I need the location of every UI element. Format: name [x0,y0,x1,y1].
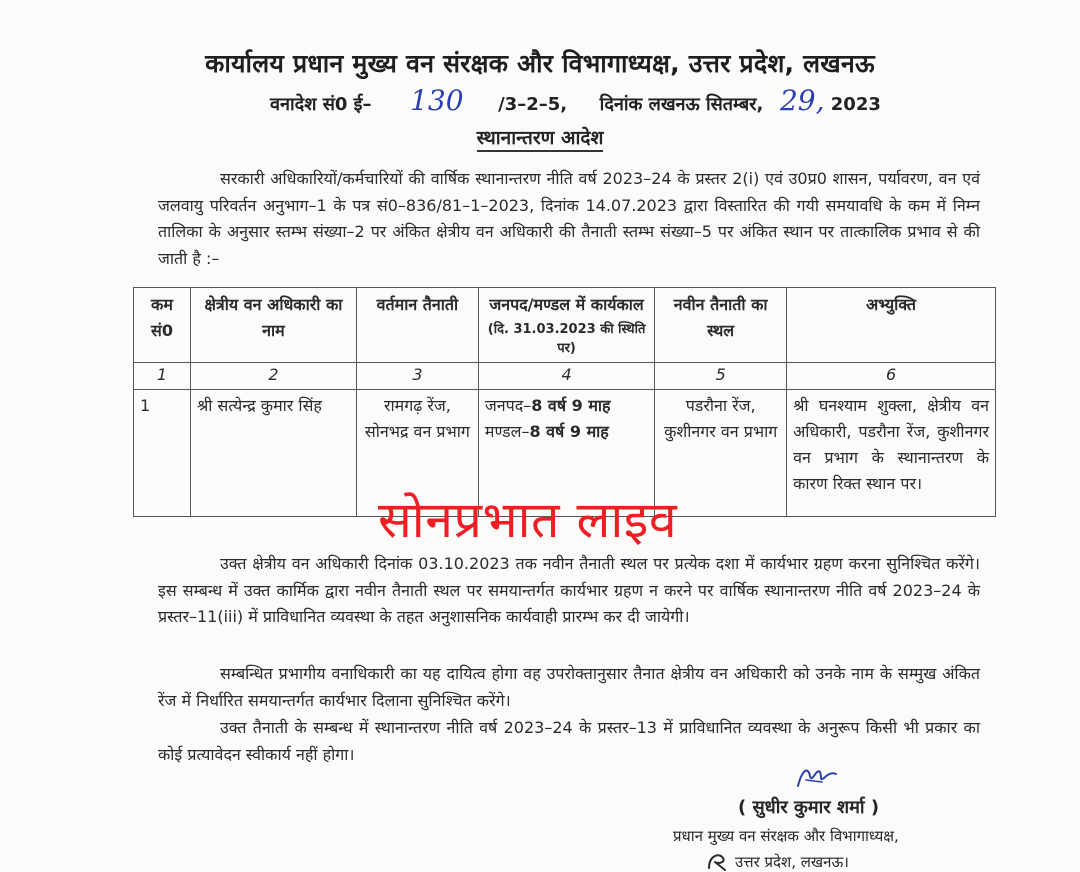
ref-prefix: वनादेश सं0 ई– [270,94,372,115]
header-tenure [478,288,654,363]
column-number-row [134,363,996,390]
tenure-division [485,419,648,445]
tenure-division-value: 8 वर्ष 9 माह [529,422,609,441]
table-header-row [134,288,996,363]
initial-mark [705,850,731,872]
header-name: क्षेत्रीय वन अधिकारी का नाम [190,288,356,363]
header-current-posting: वर्तमान तैनाती [356,288,478,363]
date-label: दिनांक लखनऊ सितम्बर, [599,94,764,115]
column-number: 6 [787,363,996,390]
watermark-text: सोनप्रभात लाइव [378,491,678,549]
responsibility-paragraph: सम्बन्धित प्रभागीय वनाधिकारी का यह दायित्व होगा वह उपरोक्तानुसार तैनात क्षेत्रीय वन अधिकारी को उनके नाम के सम्मुख अंकित रेंज में निर्धारित समयान्तर्गत कार्यभार दिलाना सुनिश्चित करेंगे। [158,664,980,710]
compliance-paragraph: उक्त क्षेत्रीय वन अधिकारी दिनांक 03.10.2023 तक नवीन तैनाती स्थल पर प्रत्येक दशा में कार्यभार ग्रहण करना सुनिश्चित करेंगे। इस सम्बन्ध में उक्त कार्मिक द्वारा नवीन तैनाती स्थल पर समयान्तर्गत कार्यभार ग्रहण न करने पर वार्षिक स्थानान्तरण नीति वर्ष 2023–24 के प्रस्तर–11(iii) में प्राविधानित व्यवस्था के तहत अनुशासनिक कार्यवाही प्रारम्भ कर दी जायेगी। [158,554,980,626]
tenure-district-value: 8 वर्ष 9 माह [531,396,611,415]
date-day-handwritten: 29 [779,84,816,117]
date-year: 2023 [830,94,881,115]
no-representation-paragraph: उक्त तैनाती के सम्बन्ध में स्थानान्तरण नीति वर्ष 2023–24 के प्रस्तर–13 में प्राविधानित व्यवस्था के अनुरूप किसी भी प्रकार का कोई प्रत्यावेदन स्वीकार्य नहीं होगा। [158,718,980,764]
signature-scribble [792,762,840,794]
column-number: 5 [655,363,787,390]
header-remarks: अभ्युक्ति [787,288,996,363]
cell-sno: 1 [134,390,191,517]
tenure-district-label: जनपद– [484,396,532,415]
column-number: 3 [356,363,478,390]
header-sno: कम सं0 [134,288,191,363]
signatory-designation: प्रधान मुख्य वन संरक्षक और विभागाध्यक्ष, [673,827,899,845]
cell-remarks: श्री घनश्याम शुक्ला, क्षेत्रीय वन अधिकारी, पडरौना रेंज, कुशीनगर वन प्रभाग के स्थानान्तरण के कारण रिक्त स्थान पर। [787,390,996,517]
ref-suffix: /3–2–5, [498,94,568,115]
column-number: 4 [478,363,654,390]
order-reference-line: वनादेश सं0 ई– 130 /3–2–5, दिनांक लखनऊ सितम्बर, 29, 2023 [270,84,881,117]
office-title: कार्यालय प्रधान मुख्य वन संरक्षक और विभागाध्यक्ष, उत्तर प्रदेश, लखनऊ [205,49,875,78]
cell-new-posting: पडरौना रेंज, कुशीनगर वन प्रभाग [655,390,787,517]
subject-text: स्थानान्तरण आदेश [477,127,604,152]
tenure-division-label: मण्डल– [484,422,530,441]
signatory-name: ( सुधीर कुमार शर्मा ) [738,797,880,818]
order-subject [0,124,1080,150]
column-number: 1 [134,363,191,390]
tenure-district [485,393,648,419]
intro-paragraph: सरकारी अधिकारियों/कर्मचारियों की वार्षिक स्थानान्तरण नीति वर्ष 2023–24 के प्रस्तर 2(i) एवं उ0प्र0 शासन, पर्यावरण, वन एवं जलवायु परिवर्तन अनुभाग–1 के पत्र सं0–836/81–1–2023, दिनांक 14.07.2023 द्वारा विस्तारित की गयी समयावधि के कम में निम्न तालिका के अनुसार स्तम्भ संख्या–2 पर अंकित क्षेत्रीय वन अधिकारी की तैनाती स्तम्भ संख्या–5 पर अंकित स्थान पर तात्कालिक प्रभाव से की जाती है :– [158,169,980,268]
signatory-location: उत्तर प्रदेश, लखनऊ। [735,853,849,871]
cell-name: श्री सत्येन्द्र कुमार सिंह [190,390,356,517]
header-tenure-label: जनपद/मण्डल में कार्यकाल [489,295,644,314]
cell-current-posting: रामगढ़ रेंज, सोनभद्र वन प्रभाग [356,390,478,517]
transfer-table [133,287,996,517]
header-new-posting: नवीन तैनाती का स्थल [655,288,787,363]
column-number: 2 [190,363,356,390]
ref-number-handwritten: 130 [410,84,464,117]
header-tenure-note: (दि. 31.03.2023 की स्थिति पर) [487,322,646,356]
